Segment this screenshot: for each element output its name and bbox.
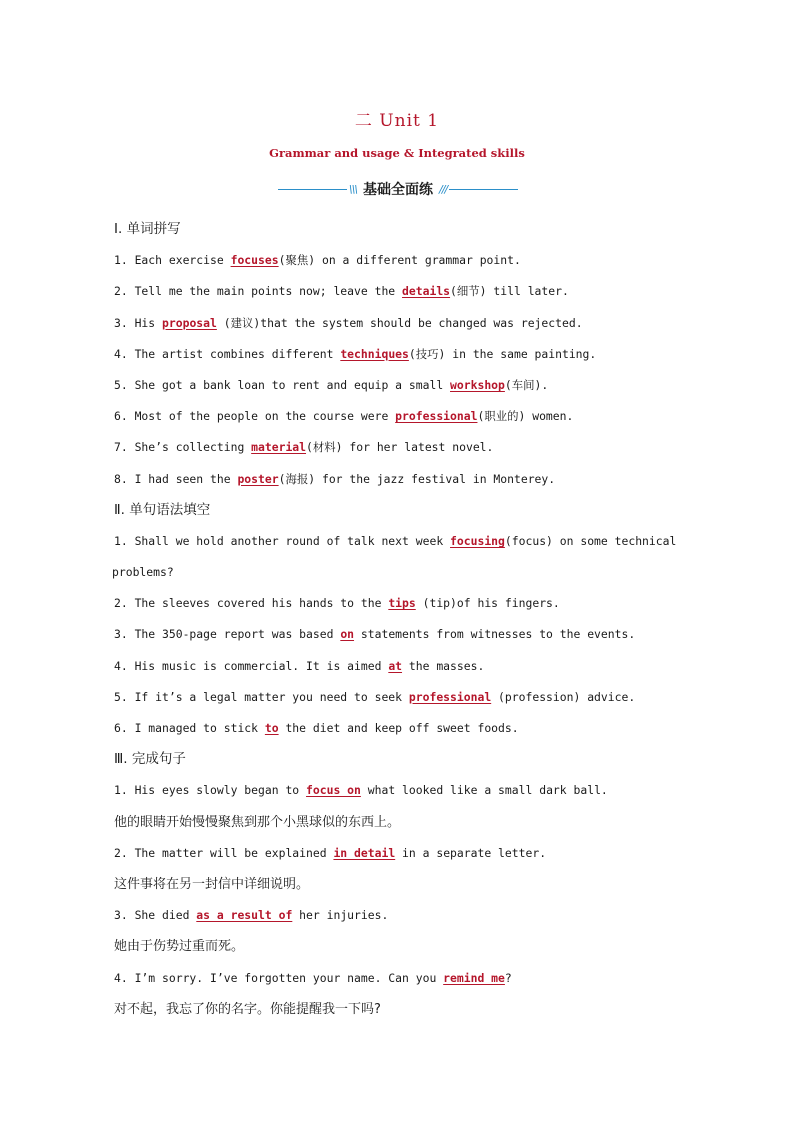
exercise-item: 3. The 350-page report was based on statements from witnesses to the events. [114, 627, 636, 642]
answer: focuses [230, 253, 279, 268]
chinese-translation: 对不起，我忘了你的名字。你能提醒我一下吗? [114, 1001, 381, 1017]
answer: remind me [443, 970, 505, 985]
exercise-item: 4. The artist combines different techniques(技巧) in the same painting. [114, 346, 597, 361]
exercise-item: 6. I managed to stick to the diet and keep off sweet foods. [114, 721, 519, 736]
section-heading-grammar: Ⅱ. 单句语法填空 [114, 501, 211, 518]
banner-text: 基础全面练 [363, 182, 433, 198]
exercise-item: 6. Most of the people on the course were professional(职业的) women. [114, 409, 574, 424]
answer: professional [408, 689, 492, 704]
exercise-item: 4. His music is commercial. It is aimed at the masses. [114, 658, 485, 673]
exercise-item: 2. The matter will be explained in detail in a separate letter. [114, 845, 547, 860]
answer: techniques [340, 346, 409, 361]
exercise-item: 2. The sleeves covered his hands to the tips (tip)of his fingers. [114, 596, 560, 611]
exercise-item: 1. Each exercise focuses(聚焦) on a different grammar point. [114, 253, 521, 268]
exercise-item: 1. Shall we hold another round of talk next week focusing(focus) on some technical problems? [112, 533, 677, 580]
answer: in detail [333, 845, 396, 860]
banner-slash-left-icon: \\\ [348, 182, 357, 196]
exercise-item: 7. She’s collecting material(材料) for her latest novel. [114, 440, 494, 455]
answer: professional [395, 409, 478, 424]
section-heading-spelling: Ⅰ. 单词拼写 [114, 221, 181, 237]
answer: poster [237, 471, 279, 486]
page-subtitle: Grammar and usage & Integrated skills [269, 146, 525, 160]
exercise-item: 5. If it’s a legal matter you need to seek professional (profession) advice. [114, 689, 636, 704]
section-heading-sentences: Ⅲ. 完成句子 [114, 751, 186, 768]
answer: to [264, 721, 279, 736]
exercise-item: 1. His eyes slowly began to focus on what looked like a small dark ball. [114, 783, 608, 798]
answer: proposal [162, 315, 217, 330]
banner-line-left [278, 189, 347, 190]
exercise-item: 2. Tell me the main points now; leave the details(细节) till later. [114, 284, 569, 299]
answer: tips [388, 596, 416, 611]
exercise-item: 4. I’m sorry. I’ve forgotten your name. Can you remind me? [114, 970, 512, 985]
exercise-item: 8. I had seen the poster(海报) for the jazz festival in Monterey. [114, 471, 556, 486]
answer: workshop [450, 377, 505, 392]
answer: focusing [450, 533, 505, 548]
chinese-translation: 她由于伤势过重而死。 [114, 939, 245, 955]
exercise-item: 3. His proposal (建议)that the system should be changed was rejected. [114, 315, 583, 330]
answer: material [251, 440, 307, 455]
banner-slash-right-icon: /// [439, 182, 448, 196]
exercise-item: 5. She got a bank loan to rent and equip a small workshop(车间). [114, 377, 549, 392]
answer: focus on [306, 783, 361, 798]
banner-line-right [449, 189, 518, 190]
section-banner [278, 178, 518, 200]
chinese-translation: 这件事将在另一封信中详细说明。 [114, 876, 310, 892]
answer: details [402, 284, 451, 299]
exercise-content [114, 214, 694, 1025]
answer: at [388, 658, 403, 673]
exercise-item: 3. She died as a result of her injuries. [114, 908, 389, 923]
answer: on [340, 627, 355, 642]
answer: as a result of [196, 908, 293, 923]
chinese-translation: 他的眼睛开始慢慢聚焦到那个小黑球似的东西上。 [114, 814, 401, 830]
page-title: 二 Unit 1 [354, 111, 440, 131]
